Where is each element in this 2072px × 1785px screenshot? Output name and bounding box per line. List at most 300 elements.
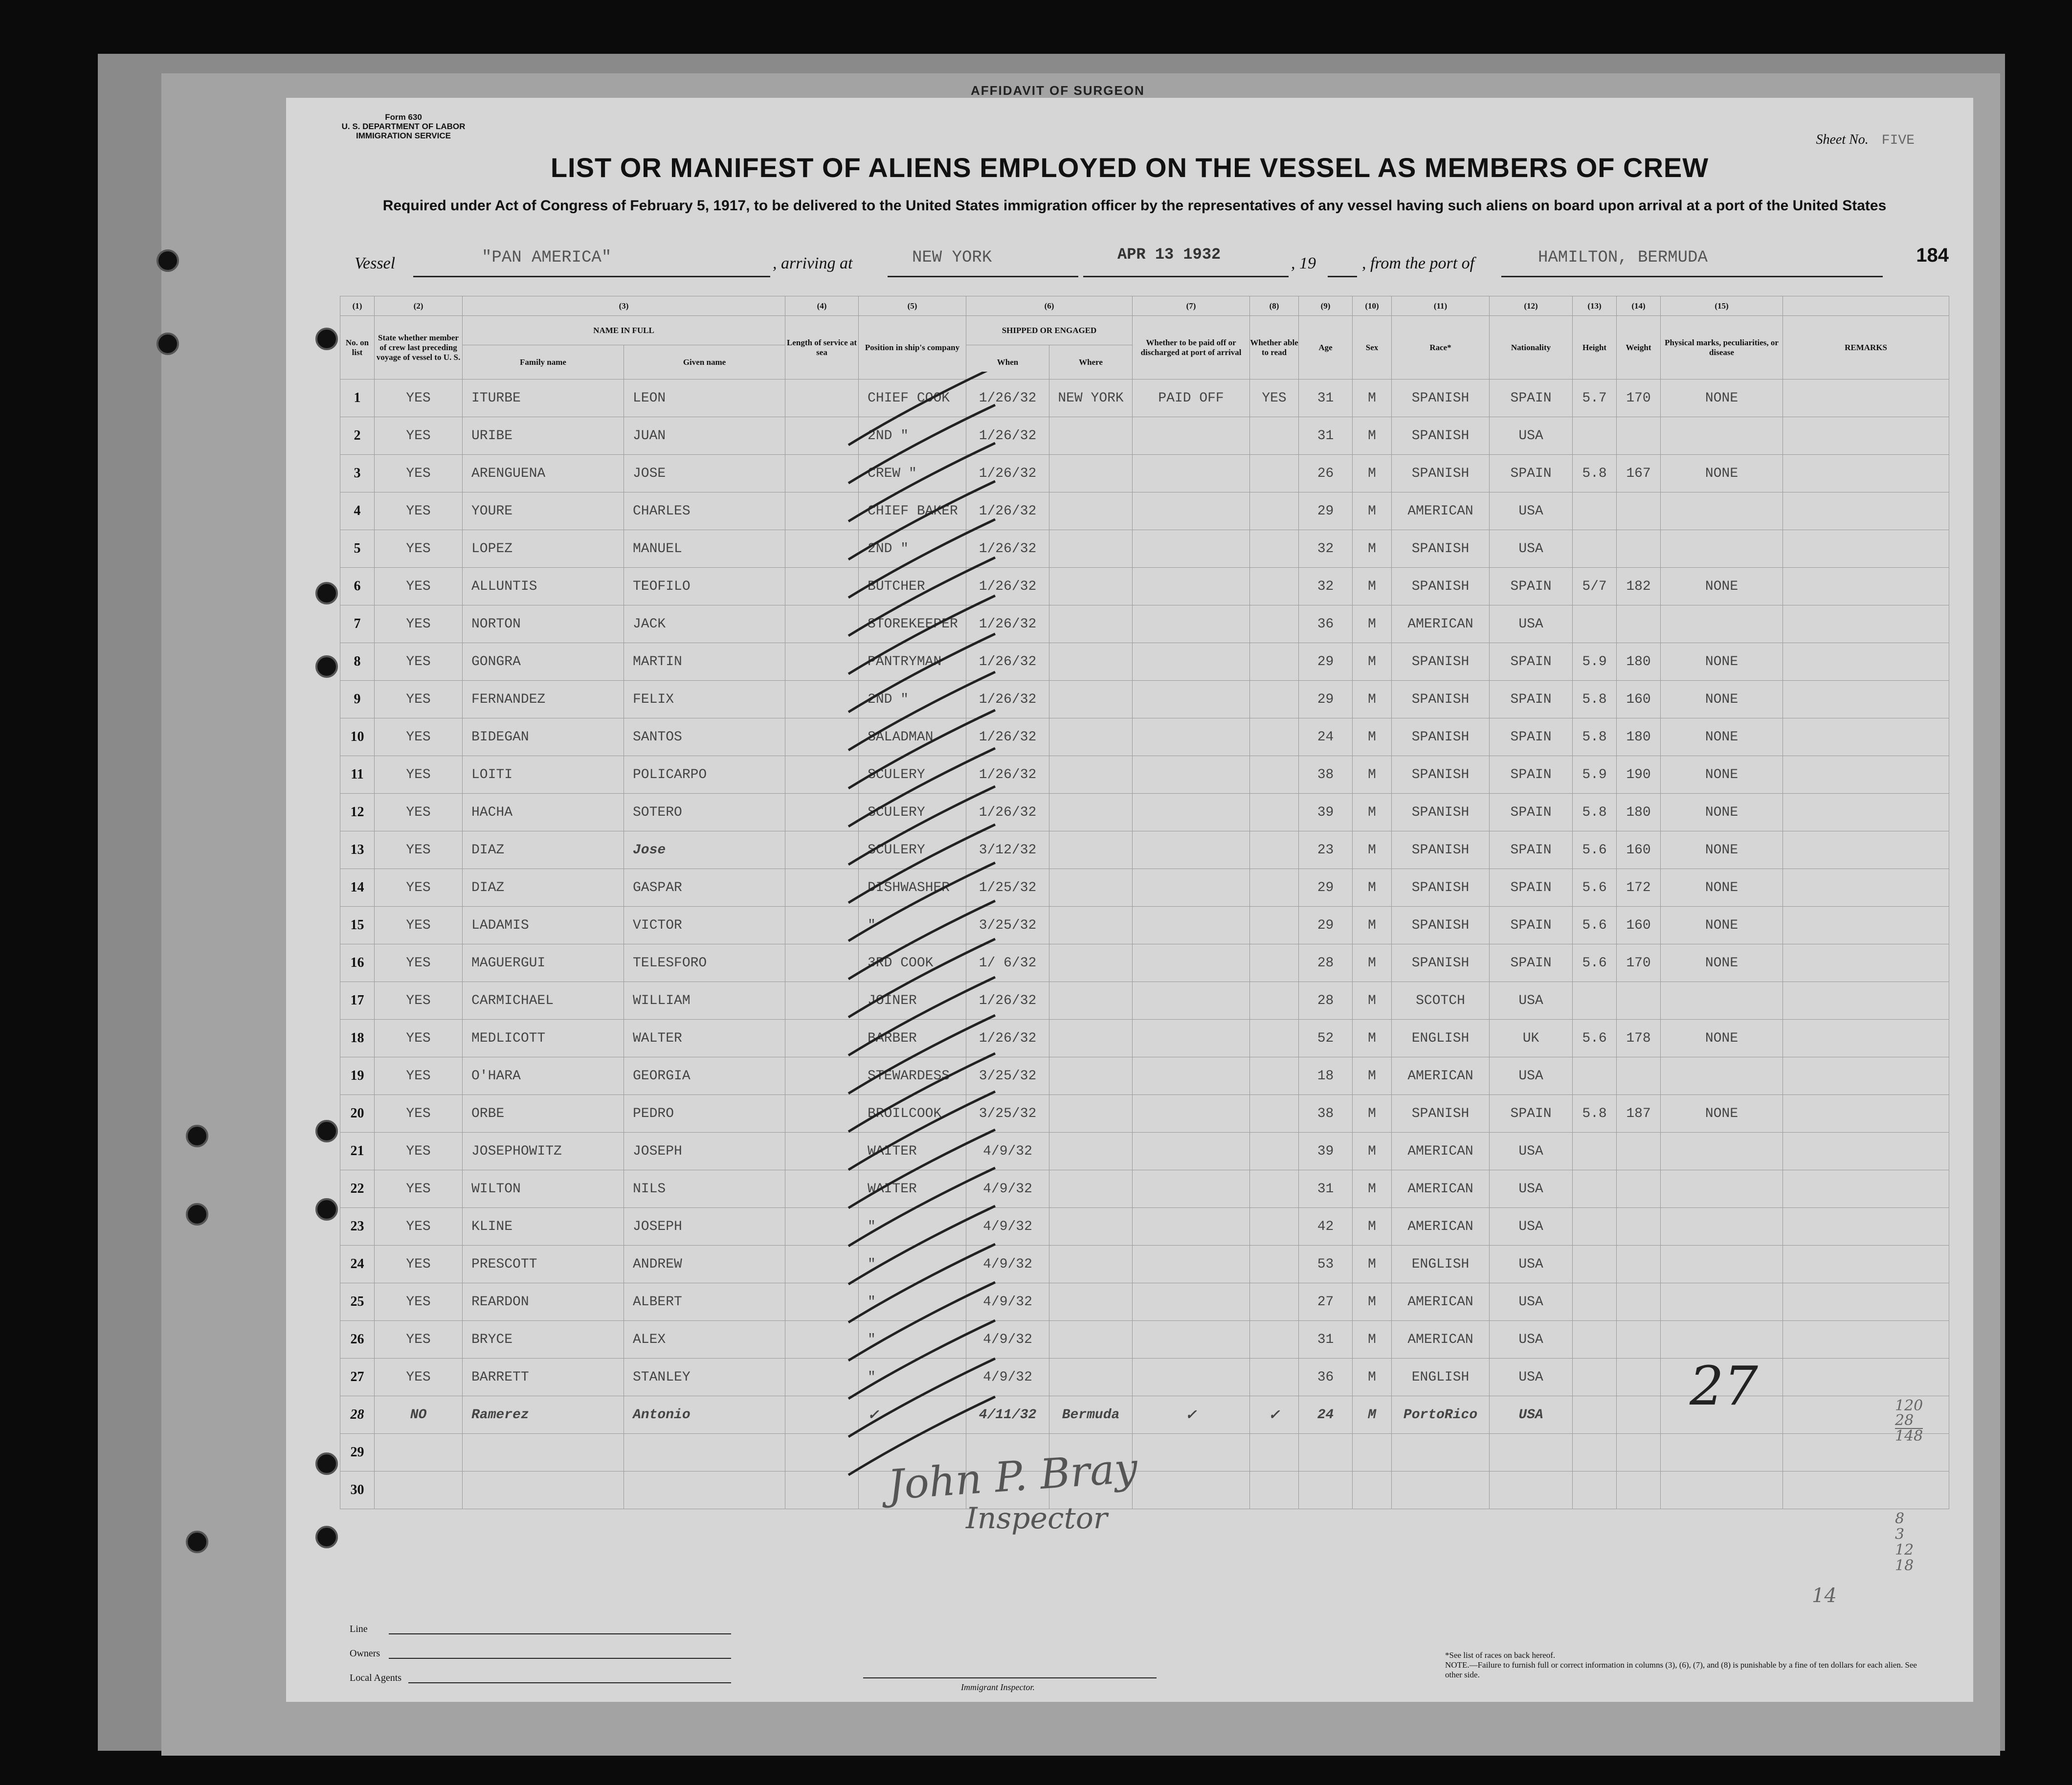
race: SPANISH xyxy=(1392,756,1490,794)
family-name: FERNANDEZ xyxy=(463,681,624,718)
weight: 170 xyxy=(1617,944,1661,982)
shipped-when: 1/26/32 xyxy=(966,605,1049,643)
col15-num: (15) xyxy=(1661,296,1783,316)
row-number: 6 xyxy=(340,568,375,605)
position: DISHWASHER xyxy=(859,869,966,907)
previous-voyage: YES xyxy=(375,681,463,718)
shipped-where xyxy=(1049,568,1133,605)
table-row xyxy=(340,643,1949,681)
shipped-where xyxy=(1049,643,1133,681)
family-name: JOSEPHOWITZ xyxy=(463,1133,624,1170)
col7-num: (7) xyxy=(1133,296,1250,316)
sex: M xyxy=(1353,1283,1392,1321)
service-length xyxy=(785,1057,859,1095)
nationality: USA xyxy=(1490,417,1573,455)
line-label: Line xyxy=(350,1624,368,1634)
shipped-when: 1/26/32 xyxy=(966,492,1049,530)
position: 2ND " xyxy=(859,530,966,568)
weight xyxy=(1617,1057,1661,1095)
nationality: SPAIN xyxy=(1490,831,1573,869)
able-to-read xyxy=(1250,1359,1299,1396)
family-name: URIBE xyxy=(463,417,624,455)
paid-off xyxy=(1133,1283,1250,1321)
able-to-read xyxy=(1250,1434,1299,1472)
sex xyxy=(1353,1434,1392,1472)
race: SPANISH xyxy=(1392,907,1490,944)
physical-marks xyxy=(1661,492,1783,530)
table-row xyxy=(340,1057,1949,1095)
remarks xyxy=(1783,605,1949,643)
shipped-when: 4/9/32 xyxy=(966,1133,1049,1170)
height xyxy=(1573,417,1617,455)
physical-marks: NONE xyxy=(1661,831,1783,869)
row-number: 21 xyxy=(340,1133,375,1170)
remarks xyxy=(1783,1359,1949,1396)
nationality: SPAIN xyxy=(1490,379,1573,417)
service-length xyxy=(785,1321,859,1359)
previous-voyage: YES xyxy=(375,568,463,605)
sex: M xyxy=(1353,1057,1392,1095)
previous-voyage: YES xyxy=(375,1208,463,1246)
age xyxy=(1299,1472,1353,1509)
row-number: 2 xyxy=(340,417,375,455)
remarks xyxy=(1783,530,1949,568)
previous-voyage: YES xyxy=(375,982,463,1020)
shipped-when: 4/9/32 xyxy=(966,1208,1049,1246)
previous-voyage: YES xyxy=(375,417,463,455)
height: 5.6 xyxy=(1573,1020,1617,1057)
previous-voyage: YES xyxy=(375,1246,463,1283)
age: 28 xyxy=(1299,944,1353,982)
shipped-when: 1/26/32 xyxy=(966,718,1049,756)
sex: M xyxy=(1353,1359,1392,1396)
height: 5.9 xyxy=(1573,756,1617,794)
col9-num: (9) xyxy=(1299,296,1353,316)
shipped-when: 1/26/32 xyxy=(966,982,1049,1020)
family-name: ITURBE xyxy=(463,379,624,417)
service-length xyxy=(785,944,859,982)
able-to-read xyxy=(1250,492,1299,530)
age xyxy=(1299,1434,1353,1472)
age: 24 xyxy=(1299,1396,1353,1434)
remarks xyxy=(1783,718,1949,756)
given-name: GEORGIA xyxy=(624,1057,785,1095)
paid-off xyxy=(1133,455,1250,492)
position: STOREKEEPER xyxy=(859,605,966,643)
able-to-read xyxy=(1250,756,1299,794)
form-service: IMMIGRATION SERVICE xyxy=(356,131,451,140)
table-row xyxy=(340,982,1949,1020)
given-name: JOSEPH xyxy=(624,1133,785,1170)
remarks-label: REMARKS xyxy=(1783,316,1949,379)
col3-label: NAME IN FULL xyxy=(463,316,785,345)
family-name: DIAZ xyxy=(463,869,624,907)
remarks xyxy=(1783,944,1949,982)
race xyxy=(1392,1434,1490,1472)
shipped-when: 1/25/32 xyxy=(966,869,1049,907)
shipped-when: 1/26/32 xyxy=(966,643,1049,681)
shipped-where: NEW YORK xyxy=(1049,379,1133,417)
shipped-where xyxy=(1049,794,1133,831)
height: 5.8 xyxy=(1573,794,1617,831)
height xyxy=(1573,1208,1617,1246)
physical-marks xyxy=(1661,982,1783,1020)
arriving-port: NEW YORK xyxy=(912,248,992,267)
sex: M xyxy=(1353,794,1392,831)
weight: 170 xyxy=(1617,379,1661,417)
row-number: 8 xyxy=(340,643,375,681)
remarks xyxy=(1783,568,1949,605)
age: 29 xyxy=(1299,492,1353,530)
physical-marks xyxy=(1661,417,1783,455)
remarks xyxy=(1783,1396,1949,1434)
weight: 180 xyxy=(1617,643,1661,681)
inspector-label: Immigrant Inspector. xyxy=(961,1682,1035,1692)
col15-label: Physical marks, peculiarities, or disease xyxy=(1661,316,1783,379)
shipped-where: Bermuda xyxy=(1049,1396,1133,1434)
row-number: 24 xyxy=(340,1246,375,1283)
nationality: USA xyxy=(1490,1133,1573,1170)
height xyxy=(1573,1283,1617,1321)
col6-num: (6) xyxy=(966,296,1133,316)
service-length xyxy=(785,756,859,794)
row-number: 29 xyxy=(340,1434,375,1472)
position: WAITER xyxy=(859,1133,966,1170)
nationality: USA xyxy=(1490,1321,1573,1359)
given-name: POLICARPO xyxy=(624,756,785,794)
from-label: , from the port of xyxy=(1362,254,1475,272)
table-row xyxy=(340,756,1949,794)
height xyxy=(1573,1057,1617,1095)
row-number: 12 xyxy=(340,794,375,831)
family-name: MEDLICOTT xyxy=(463,1020,624,1057)
page-number: 184 xyxy=(1916,245,1949,266)
service-length xyxy=(785,492,859,530)
shipped-where xyxy=(1049,1057,1133,1095)
service-length xyxy=(785,605,859,643)
position: 2ND " xyxy=(859,417,966,455)
shipped-where xyxy=(1049,1133,1133,1170)
weight xyxy=(1617,1396,1661,1434)
position: 3RD COOK xyxy=(859,944,966,982)
age: 18 xyxy=(1299,1057,1353,1095)
service-length xyxy=(785,1208,859,1246)
weight: 160 xyxy=(1617,831,1661,869)
service-length xyxy=(785,1359,859,1396)
weight xyxy=(1617,1472,1661,1509)
given-name: NILS xyxy=(624,1170,785,1208)
remarks xyxy=(1783,1283,1949,1321)
physical-marks: NONE xyxy=(1661,718,1783,756)
given-name: FELIX xyxy=(624,681,785,718)
table-row xyxy=(340,568,1949,605)
remarks xyxy=(1783,831,1949,869)
family-name: LOITI xyxy=(463,756,624,794)
table-row xyxy=(340,681,1949,718)
table-row xyxy=(340,794,1949,831)
service-length xyxy=(785,831,859,869)
given-name: CHARLES xyxy=(624,492,785,530)
binder-hole xyxy=(315,1198,338,1221)
sex: M xyxy=(1353,492,1392,530)
given-name: VICTOR xyxy=(624,907,785,944)
row-number: 7 xyxy=(340,605,375,643)
able-to-read xyxy=(1250,455,1299,492)
shipped-where xyxy=(1049,492,1133,530)
shipped-where xyxy=(1049,455,1133,492)
physical-marks: NONE xyxy=(1661,1020,1783,1057)
able-to-read xyxy=(1250,681,1299,718)
physical-marks: NONE xyxy=(1661,568,1783,605)
nationality: SPAIN xyxy=(1490,455,1573,492)
position: CREW " xyxy=(859,455,966,492)
shipped-when: 4/9/32 xyxy=(966,1321,1049,1359)
sex: M xyxy=(1353,605,1392,643)
row-number: 17 xyxy=(340,982,375,1020)
able-to-read xyxy=(1250,718,1299,756)
sex: M xyxy=(1353,1208,1392,1246)
col1-label: No. on list xyxy=(340,316,375,379)
weight xyxy=(1617,1434,1661,1472)
service-length xyxy=(785,794,859,831)
sex: M xyxy=(1353,417,1392,455)
table-row xyxy=(340,1095,1949,1133)
given-name: WALTER xyxy=(624,1020,785,1057)
col2-num: (2) xyxy=(375,296,463,316)
given-name: ALEX xyxy=(624,1321,785,1359)
race: AMERICAN xyxy=(1392,605,1490,643)
sex: M xyxy=(1353,869,1392,907)
table-row xyxy=(340,1133,1949,1170)
nationality: USA xyxy=(1490,1283,1573,1321)
height: 5.8 xyxy=(1573,1095,1617,1133)
height: 5.6 xyxy=(1573,869,1617,907)
remarks xyxy=(1783,1020,1949,1057)
shipped-when: 3/25/32 xyxy=(966,1095,1049,1133)
given-name: JACK xyxy=(624,605,785,643)
age: 29 xyxy=(1299,681,1353,718)
family-name: GONGRA xyxy=(463,643,624,681)
paid-off xyxy=(1133,1170,1250,1208)
nationality: USA xyxy=(1490,1208,1573,1246)
binder-hole xyxy=(315,655,338,678)
age: 28 xyxy=(1299,982,1353,1020)
inspector-signature: John P. Bray xyxy=(886,1444,1139,1509)
row-number: 20 xyxy=(340,1095,375,1133)
family-name xyxy=(463,1434,624,1472)
shipped-where xyxy=(1049,1321,1133,1359)
height xyxy=(1573,982,1617,1020)
margin-sum: 120 28 148 xyxy=(1895,1397,1923,1445)
col8-label: Whether able to read xyxy=(1250,316,1299,379)
row-number: 18 xyxy=(340,1020,375,1057)
given-name: TEOFILO xyxy=(624,568,785,605)
shipped-where xyxy=(1049,869,1133,907)
physical-marks xyxy=(1661,1208,1783,1246)
shipped-where xyxy=(1049,1020,1133,1057)
nationality: USA xyxy=(1490,1246,1573,1283)
sex: M xyxy=(1353,831,1392,869)
shipped-where xyxy=(1049,756,1133,794)
position: " xyxy=(859,1359,966,1396)
sex: M xyxy=(1353,982,1392,1020)
physical-marks: NONE xyxy=(1661,1095,1783,1133)
remarks xyxy=(1783,756,1949,794)
col4-label: Length of service at sea xyxy=(785,316,859,379)
service-length xyxy=(785,1170,859,1208)
service-length xyxy=(785,1095,859,1133)
remarks xyxy=(1783,907,1949,944)
age: 42 xyxy=(1299,1208,1353,1246)
race: ENGLISH xyxy=(1392,1246,1490,1283)
row-number: 22 xyxy=(340,1170,375,1208)
table-row xyxy=(340,1020,1949,1057)
family-name: ARENGUENA xyxy=(463,455,624,492)
race: SPANISH xyxy=(1392,379,1490,417)
position: STEWARDESS xyxy=(859,1057,966,1095)
able-to-read xyxy=(1250,1246,1299,1283)
previous-voyage: YES xyxy=(375,831,463,869)
nationality: UK xyxy=(1490,1020,1573,1057)
height: 5.8 xyxy=(1573,681,1617,718)
age: 31 xyxy=(1299,1321,1353,1359)
shipped-where xyxy=(1049,1246,1133,1283)
table-row xyxy=(340,1246,1949,1283)
weight xyxy=(1617,1208,1661,1246)
shipped-when: 1/26/32 xyxy=(966,530,1049,568)
family-name: O'HARA xyxy=(463,1057,624,1095)
service-length xyxy=(785,681,859,718)
given-name: PEDRO xyxy=(624,1095,785,1133)
given-name xyxy=(624,1472,785,1509)
physical-marks xyxy=(1661,1283,1783,1321)
shipped-where xyxy=(1049,1359,1133,1396)
paid-off xyxy=(1133,1133,1250,1170)
physical-marks xyxy=(1661,1434,1783,1472)
age: 29 xyxy=(1299,907,1353,944)
nationality: USA xyxy=(1490,492,1573,530)
table-row xyxy=(340,869,1949,907)
age: 27 xyxy=(1299,1283,1353,1321)
col9-label: Age xyxy=(1299,316,1353,379)
remarks xyxy=(1783,1133,1949,1170)
able-to-read xyxy=(1250,1170,1299,1208)
able-to-read xyxy=(1250,1472,1299,1509)
position: SCULERY xyxy=(859,831,966,869)
paid-off xyxy=(1133,1359,1250,1396)
sex: M xyxy=(1353,530,1392,568)
family-name: REARDON xyxy=(463,1283,624,1321)
position: CHIEF COOK xyxy=(859,379,966,417)
height xyxy=(1573,1133,1617,1170)
remarks xyxy=(1783,1208,1949,1246)
shipped-when: 1/26/32 xyxy=(966,681,1049,718)
given-name: SANTOS xyxy=(624,718,785,756)
height xyxy=(1573,1472,1617,1509)
physical-marks xyxy=(1661,1133,1783,1170)
paid-off xyxy=(1133,492,1250,530)
family-name: LOPEZ xyxy=(463,530,624,568)
family-name xyxy=(463,1472,624,1509)
row-number: 15 xyxy=(340,907,375,944)
row-number: 19 xyxy=(340,1057,375,1095)
row-number: 1 xyxy=(340,379,375,417)
previous-voyage: YES xyxy=(375,530,463,568)
height xyxy=(1573,1359,1617,1396)
nationality: USA xyxy=(1490,1396,1573,1434)
service-length xyxy=(785,379,859,417)
nationality: SPAIN xyxy=(1490,1095,1573,1133)
race: AMERICAN xyxy=(1392,1170,1490,1208)
physical-marks: NONE xyxy=(1661,756,1783,794)
able-to-read: YES xyxy=(1250,379,1299,417)
shipped-when: 1/26/32 xyxy=(966,756,1049,794)
family-name: CARMICHAEL xyxy=(463,982,624,1020)
given-name: Antonio xyxy=(624,1396,785,1434)
row-number: 28 xyxy=(340,1396,375,1434)
inspector-title-handwritten: Inspector xyxy=(966,1501,1108,1536)
family-name: PRESCOTT xyxy=(463,1246,624,1283)
binder-hole xyxy=(315,1120,338,1142)
paid-off: ✓ xyxy=(1133,1396,1250,1434)
table-row xyxy=(340,1170,1949,1208)
previous-voyage: YES xyxy=(375,1057,463,1095)
page-subtitle: Required under Act of Congress of February 5, 1917, to be delivered to the United States immigration officer by the representatives of any vessel having such aliens on board upon arrival at a port of the United States xyxy=(382,198,1887,214)
nationality: SPAIN xyxy=(1490,756,1573,794)
service-length xyxy=(785,982,859,1020)
service-length xyxy=(785,907,859,944)
age: 24 xyxy=(1299,718,1353,756)
service-length xyxy=(785,1283,859,1321)
service-length xyxy=(785,568,859,605)
col14-label: Weight xyxy=(1617,316,1661,379)
position: " xyxy=(859,1246,966,1283)
given-name: ALBERT xyxy=(624,1283,785,1321)
binder-hole xyxy=(315,1452,338,1475)
table-row xyxy=(340,1208,1949,1246)
table-row xyxy=(340,1472,1949,1509)
age: 26 xyxy=(1299,455,1353,492)
weight: 167 xyxy=(1617,455,1661,492)
height: 5.6 xyxy=(1573,944,1617,982)
able-to-read xyxy=(1250,831,1299,869)
weight xyxy=(1617,1283,1661,1321)
race: SPANISH xyxy=(1392,417,1490,455)
physical-marks: NONE xyxy=(1661,643,1783,681)
shipped-when: 1/26/32 xyxy=(966,379,1049,417)
shipped-when: 3/25/32 xyxy=(966,907,1049,944)
shipped-where xyxy=(1049,1170,1133,1208)
date-stamp: APR 13 1932 xyxy=(1117,245,1221,264)
able-to-read xyxy=(1250,1057,1299,1095)
table-row xyxy=(340,907,1949,944)
sex: M xyxy=(1353,1321,1392,1359)
able-to-read xyxy=(1250,1133,1299,1170)
height xyxy=(1573,492,1617,530)
position: BUTCHER xyxy=(859,568,966,605)
paid-off xyxy=(1133,605,1250,643)
form-info xyxy=(340,112,467,140)
race: PortoRico xyxy=(1392,1396,1490,1434)
sex: M xyxy=(1353,1133,1392,1170)
family-name: KLINE xyxy=(463,1208,624,1246)
height: 5.9 xyxy=(1573,643,1617,681)
table-row xyxy=(340,718,1949,756)
row-number: 9 xyxy=(340,681,375,718)
col11-label: Race* xyxy=(1392,316,1490,379)
age: 39 xyxy=(1299,1133,1353,1170)
weight xyxy=(1617,1359,1661,1396)
